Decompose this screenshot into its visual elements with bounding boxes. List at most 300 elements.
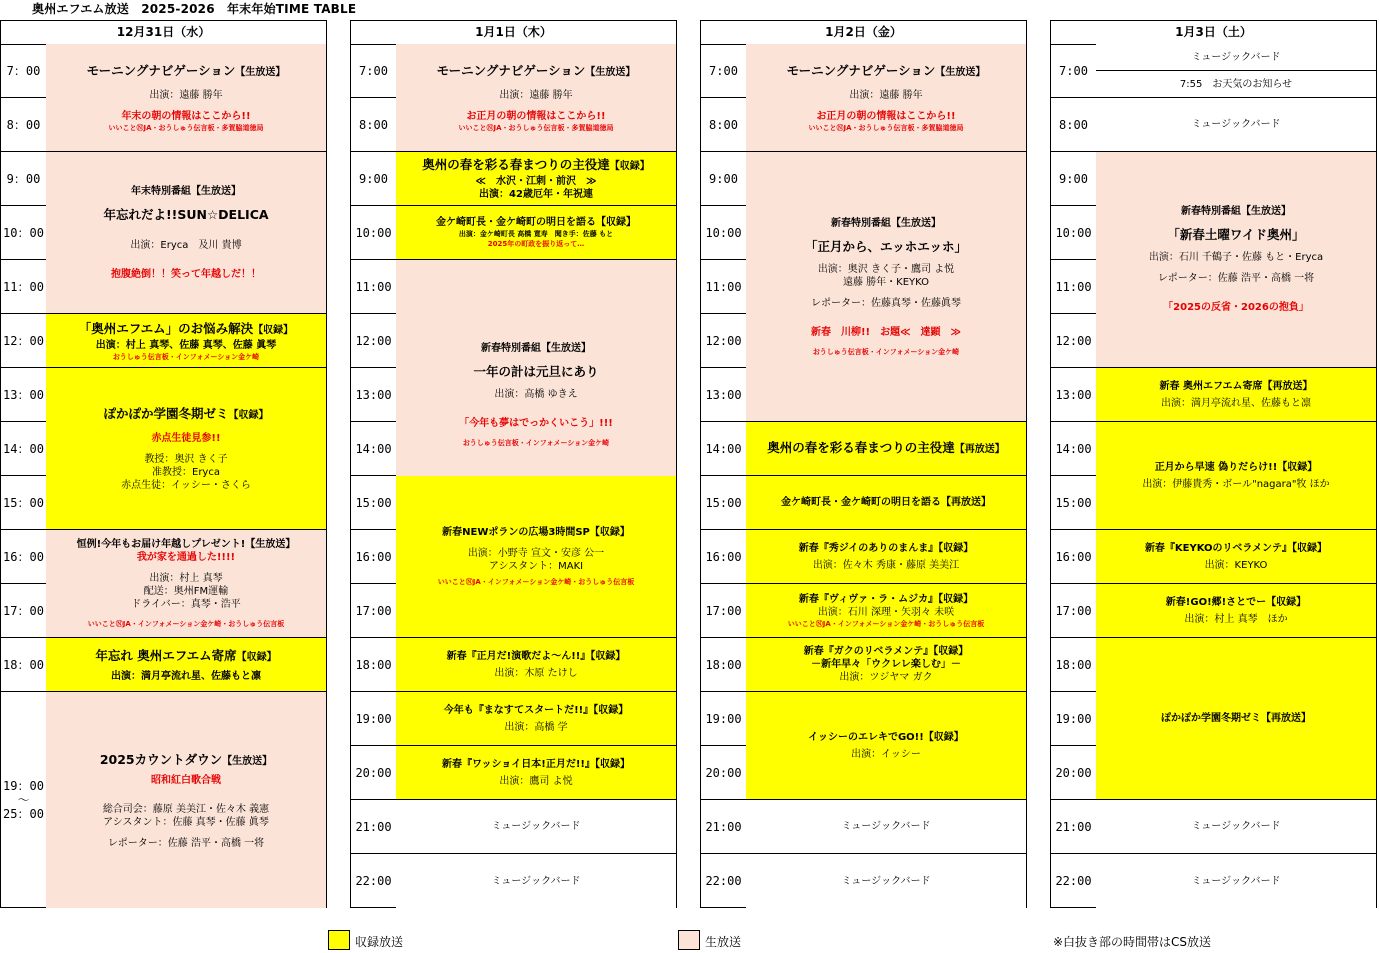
program-line	[499, 775, 572, 788]
program-line	[466, 110, 605, 123]
time-cell: 14:00	[351, 422, 396, 476]
program-text: 出演：木原 たけし	[494, 667, 578, 679]
program-text: レポーター：佐藤 浩平・高橋 一将	[107, 837, 265, 849]
program-line	[1184, 613, 1287, 626]
program-line	[1192, 118, 1281, 131]
program-text: 出演：村上 真琴 ほか	[1184, 613, 1288, 625]
program-block	[746, 800, 1026, 854]
program-block	[746, 530, 1026, 584]
time-cell: 12:00	[701, 314, 746, 368]
program-text: 新春『正月だ!演歌だよ～ん!!』【収録】	[446, 650, 626, 662]
program-text: 恒例!今年もお届け年越しプレゼント!【生放送】	[76, 539, 296, 550]
program-text: 新春『ヴィヴァ・ラ・ムジカ』【収録】	[798, 593, 974, 605]
program-text: 新春!GO!郷!さとでー【収録】	[1165, 596, 1307, 608]
program-line	[88, 619, 284, 629]
program-line	[463, 438, 609, 448]
program-line	[95, 647, 276, 666]
program-text: いいことⓃJA・おうしゅう伝言板・多賀脇道徳局	[808, 124, 964, 132]
program-text: －新年早々「ウクレレ楽しむ」－	[811, 659, 961, 670]
time-cell: 10:00	[701, 206, 746, 260]
time-cell: 12:00	[351, 314, 396, 368]
program-line	[1192, 875, 1281, 888]
program-line	[788, 619, 984, 629]
program-line	[459, 417, 613, 430]
program-text: おうしゅう伝言板・インフォメーション金ケ崎	[112, 352, 260, 361]
program-block	[746, 422, 1026, 476]
program-line	[458, 123, 613, 133]
program-text: 新春 川柳!! お題≪ 達顕 ≫	[810, 326, 962, 338]
program-line	[489, 560, 583, 573]
day-header: 1月3日（土）	[1051, 21, 1376, 45]
time-cell: 7:00	[1051, 44, 1096, 98]
program-text: 遠藤 勝年・KEYKO	[842, 276, 930, 288]
time-cell: 13:00	[351, 368, 396, 422]
program-text: 出演：村上 真琴	[149, 573, 223, 584]
program-line	[799, 542, 974, 555]
program-text: モーニングナビゲーション	[786, 63, 936, 78]
program-line	[1161, 712, 1311, 725]
program-text: 准教授：Eryca	[152, 467, 220, 478]
program-text: いいことⓃJA・インフォメーション金ケ崎・おうしゅう伝言板	[437, 578, 635, 586]
time-cell: 9:00	[701, 152, 746, 206]
program-line	[96, 339, 276, 352]
program-line	[149, 89, 222, 102]
legend-swatch-recorded	[328, 930, 350, 950]
program-line	[130, 239, 241, 252]
legend-swatch-live	[678, 930, 700, 950]
program-text: 出演：金ケ崎町長 高橋 寛寿 聞き手：佐藤 もと	[458, 230, 614, 238]
program-line	[816, 110, 955, 123]
time-cell: 11:00	[351, 260, 396, 314]
program-text: 年忘れだよ!!SUN☆DELICA	[103, 206, 269, 222]
program-text: 出演：42歳厄年・年祝連	[479, 189, 593, 200]
program-text: 新春特別番組【生放送】	[831, 217, 941, 229]
time-cell: 12：00	[1, 314, 46, 368]
program-line	[488, 239, 584, 249]
time-cell: 11:00	[1051, 260, 1096, 314]
program-line	[131, 598, 241, 611]
time-cell: 15：00	[1, 476, 46, 530]
program-line	[144, 585, 228, 598]
program-block	[746, 44, 1026, 152]
program-text: おうしゅう伝言板・インフォメーション金ケ崎	[462, 438, 610, 447]
day-header: 12月31日（水）	[1, 21, 326, 45]
time-cell: 21:00	[351, 800, 396, 854]
program-block	[1096, 44, 1376, 71]
program-line	[818, 606, 954, 619]
program-text: 今年も『まなすてスタートだ!!』【収録】	[443, 704, 629, 716]
broadcast-tag: 【生放送】	[935, 67, 986, 78]
program-line	[103, 803, 269, 816]
program-text: 出演：遠藤 勝年	[499, 90, 573, 101]
program-text: 「今年も夢はでっかくいこう」!!!	[459, 417, 613, 429]
program-line	[1166, 596, 1306, 609]
program-line	[144, 453, 227, 466]
program-text: 「奥州エフエム」のお悩み解決	[78, 320, 254, 336]
day-header: 1月2日（金）	[701, 21, 1026, 45]
time-cell: 10：00	[1, 206, 46, 260]
time-cell: 21:00	[701, 800, 746, 854]
program-text: アシスタント：佐藤 真琴・佐藤 眞琴	[103, 816, 269, 828]
program-line	[152, 466, 220, 479]
program-line	[1163, 301, 1309, 314]
time-cell: 15:00	[351, 476, 396, 530]
time-cell: 17:00	[351, 584, 396, 638]
program-text: ミュージックバード	[1191, 119, 1281, 130]
program-block	[1096, 98, 1376, 152]
program-text: 「2025の反省・2026の抱負」	[1163, 302, 1309, 313]
broadcast-tag: 【生放送】	[222, 755, 273, 767]
program-block	[1096, 368, 1376, 422]
program-line	[851, 748, 921, 761]
program-text: 我が家を通過した!!!!	[136, 552, 236, 563]
program-line	[444, 704, 628, 717]
time-cell: 8:00	[701, 98, 746, 152]
program-line	[492, 875, 581, 888]
program-text: 「正月から、エッホエッホ」	[804, 238, 967, 254]
time-cell: 8:00	[1051, 98, 1096, 152]
broadcast-tag: 【収録】	[236, 651, 277, 663]
program-text: 出演：遠藤 勝年	[149, 90, 223, 101]
time-cell: 13:00	[1051, 368, 1096, 422]
program-block	[1096, 71, 1376, 98]
time-label: 25：00	[3, 807, 44, 821]
program-line	[804, 645, 969, 658]
program-text: ぽかぽか学園冬期ゼミ【再放送】	[1161, 713, 1311, 724]
broadcast-tag: 【収録】	[609, 161, 650, 172]
program-block	[396, 854, 676, 908]
time-cell: 7:00	[701, 44, 746, 98]
program-line	[1145, 542, 1327, 555]
program-block	[1096, 638, 1376, 800]
program-text: 一年の計は元旦にあり	[473, 363, 599, 379]
program-line	[842, 875, 931, 888]
program-text: 奥州の春を彩る春まつりの主役達	[767, 440, 955, 455]
time-column	[1051, 44, 1097, 907]
program-text: アシスタント：MAKI	[488, 561, 584, 572]
time-cell: 10:00	[1051, 206, 1096, 260]
program-text: 7:55 お天気のお知らせ	[1179, 78, 1293, 90]
program-text: いいことⓃJA・インフォメーション金ケ崎・おうしゅう伝言板	[787, 619, 985, 628]
program-line	[843, 276, 929, 289]
program-text: 教授：奥沢 きく子	[144, 454, 228, 465]
time-cell: 8:00	[351, 98, 396, 152]
program-line	[438, 577, 634, 587]
program-line	[422, 156, 650, 175]
program-text: お正月の朝の情報はここから!!	[466, 111, 606, 122]
program-line	[767, 439, 1005, 458]
day-column	[700, 20, 1027, 908]
time-cell: 7：00	[1, 44, 46, 98]
program-line	[811, 658, 961, 671]
time-cell: 17：00	[1, 584, 46, 638]
program-text: モーニングナビゲーション	[86, 63, 236, 78]
program-text: レポーター：佐藤真琴・佐藤眞琴	[811, 297, 961, 309]
time-cell: 14:00	[1051, 422, 1096, 476]
program-text: 抱腹絶倒！！笑って年越しだ！！	[111, 268, 261, 280]
program-line	[481, 342, 591, 355]
broadcast-tag: 【再放送】	[954, 444, 1005, 455]
program-block	[746, 476, 1026, 530]
program-text: ぽかぽか学園冬期ゼミ	[103, 406, 229, 421]
program-block	[1096, 584, 1376, 638]
program-block	[746, 638, 1026, 692]
program-text: 「新春土曜ワイド奥州」	[1167, 227, 1305, 242]
time-cell: 15:00	[1051, 476, 1096, 530]
program-line	[459, 229, 613, 239]
time-cell: 13:00	[701, 368, 746, 422]
time-cell: 14:00	[701, 422, 746, 476]
broadcast-tag: 【収録】	[228, 410, 269, 421]
program-block	[396, 44, 676, 152]
program-line	[494, 388, 577, 401]
program-text: ミュージックバード	[491, 875, 581, 887]
program-block	[46, 530, 326, 638]
program-text: 出演：村上 真琴、佐藤 真琴、佐藤 眞琴	[95, 339, 277, 351]
program-line	[108, 837, 264, 850]
program-block	[46, 368, 326, 530]
program-block	[46, 44, 326, 152]
time-cell: 19:00	[1051, 692, 1096, 746]
program-text: ミュージックバード	[491, 821, 581, 832]
program-text: 出演：ツジヤマ ガク	[839, 672, 933, 683]
broadcast-tag: 【生放送】	[585, 67, 636, 78]
program-block	[396, 638, 676, 692]
time-cell: 20:00	[351, 746, 396, 800]
program-line	[447, 650, 626, 663]
program-line	[476, 175, 597, 188]
program-line	[1160, 380, 1313, 393]
program-line	[479, 188, 593, 201]
program-line	[442, 758, 630, 771]
program-text: 出演：Eryca 及川 貴博	[130, 239, 242, 251]
program-block	[396, 206, 676, 260]
program-line	[813, 347, 959, 357]
program-block	[46, 152, 326, 314]
program-line	[1205, 559, 1268, 572]
program-text: 出演：遠藤 勝年	[849, 90, 923, 101]
program-line	[87, 62, 286, 81]
program-block	[46, 638, 326, 692]
program-line	[111, 670, 261, 683]
day-column	[1050, 20, 1377, 908]
program-block	[1096, 800, 1376, 854]
time-cell: 22:00	[1055, 874, 1092, 888]
time-cell	[1, 692, 46, 908]
program-line	[103, 816, 269, 829]
time-cell: 18:00	[1051, 638, 1096, 692]
time-cell: 21:00	[1051, 800, 1096, 854]
program-line	[108, 123, 263, 133]
program-line	[151, 774, 221, 787]
time-column	[1, 44, 47, 907]
time-cell: 13：00	[1, 368, 46, 422]
time-cell: 18:00	[351, 638, 396, 692]
time-column	[701, 44, 747, 907]
program-line	[842, 820, 931, 833]
program-line	[151, 432, 220, 445]
program-line	[103, 206, 268, 223]
time-cell: 10:00	[351, 206, 396, 260]
day-column	[0, 20, 327, 908]
program-text: 新春特別番組【生放送】	[481, 342, 591, 354]
time-cell: 19:00	[351, 692, 396, 746]
time-cell: 20:00	[1051, 746, 1096, 800]
program-text: ミュージックバード	[841, 821, 931, 832]
program-line	[473, 363, 598, 380]
program-text: 出演：伊藤貴秀・ボール"nagara"牧 ほか	[1142, 478, 1330, 490]
time-label: ～	[17, 793, 30, 807]
program-text: 出演：KEYKO	[1204, 559, 1268, 571]
time-cell: 22:00	[355, 874, 392, 888]
program-line	[137, 551, 235, 564]
time-label: 19：00	[3, 779, 44, 793]
program-line	[468, 547, 604, 560]
program-text: 正月から早速 偽りだらけ!!【収録】	[1154, 461, 1318, 473]
program-line	[121, 479, 251, 492]
time-cell: 12:00	[1051, 314, 1096, 368]
time-cell: 18:00	[701, 638, 746, 692]
program-text: 年末特別番組【生放送】	[131, 185, 241, 197]
program-text: 奥州の春を彩る春まつりの主役達	[422, 157, 610, 172]
program-block	[396, 746, 676, 800]
program-block	[746, 692, 1026, 800]
program-block	[1096, 422, 1376, 530]
time-cell: 20:00	[701, 746, 746, 800]
program-line	[131, 185, 241, 198]
page-title: 奥州エフエム放送 2025-2026 年末年始TIME TABLE	[32, 2, 357, 16]
program-text: 出演：奥沢 きく子・鷹司 よ悦	[817, 263, 955, 275]
program-text: お正月の朝の情報はここから!!	[816, 111, 956, 122]
program-line	[831, 217, 941, 230]
program-text: ミュージックバード	[841, 875, 931, 887]
program-text: 出演：イッシー	[851, 748, 921, 760]
program-line	[121, 110, 250, 123]
program-line	[808, 731, 964, 744]
program-text: ドライバー：真琴・浩平	[131, 599, 241, 610]
program-line	[79, 320, 293, 339]
legend-label-recorded: 収録放送	[355, 935, 404, 949]
program-text: 出演：石川 深理・矢羽々 未咲	[817, 606, 955, 618]
time-cell: 16:00	[1051, 530, 1096, 584]
program-line	[805, 238, 967, 255]
program-text: 出演：石川 千鶴子・佐藤 もと・Eryca	[1148, 252, 1324, 263]
program-block	[396, 800, 676, 854]
time-cell: 8：00	[1, 98, 46, 152]
program-text: 赤点生徒見参!!	[151, 433, 221, 444]
time-cell: 9:00	[351, 152, 396, 206]
program-text: 出演：高橋 学	[504, 721, 568, 733]
program-line	[492, 820, 581, 833]
time-cell: 14：00	[1, 422, 46, 476]
time-cell: 16:00	[351, 530, 396, 584]
program-line	[494, 667, 577, 680]
program-block	[1096, 530, 1376, 584]
program-block	[1096, 854, 1376, 908]
program-line	[811, 326, 961, 339]
legend-label-live: 生放送	[705, 935, 742, 949]
day-header: 1月1日（木）	[351, 21, 676, 45]
legend-note: ※白抜き部の時間帯はCS放送	[1053, 935, 1212, 949]
program-text: いいことⓃJA・インフォメーション金ケ崎・おうしゅう伝言板	[87, 620, 285, 628]
program-text: モーニングナビゲーション	[436, 63, 586, 78]
program-line	[839, 671, 932, 684]
program-line	[113, 352, 259, 362]
time-cell: 15:00	[701, 476, 746, 530]
program-line	[499, 89, 572, 102]
program-text: ≪ 水沢・江刺・前沢 ≫	[475, 176, 597, 187]
program-text: 新春特別番組【生放送】	[1181, 206, 1291, 217]
program-block	[46, 314, 326, 368]
time-cell: 19:00	[701, 692, 746, 746]
day-column	[350, 20, 677, 908]
program-text: おうしゅう伝言板・インフォメーション金ケ崎	[812, 347, 960, 356]
program-text: 赤点生徒：イッシー・さくら	[121, 480, 251, 491]
program-text: 出演：満月亭流れ星、佐藤もと凛	[1161, 397, 1311, 409]
program-line	[1158, 272, 1314, 285]
program-line	[1149, 251, 1323, 264]
program-text: 昭和紅白歌合戦	[151, 774, 221, 786]
program-line	[504, 721, 567, 734]
program-text: レポーター：佐藤 浩平・高橋 一将	[1157, 273, 1315, 284]
program-text: 金ケ崎町長・金ケ崎町の明日を語る【再放送】	[781, 497, 991, 508]
program-text: ミュージックバード	[1191, 51, 1281, 63]
time-cell: 22:00	[705, 874, 742, 888]
program-text: 配送：奥州FM運輸	[143, 586, 229, 597]
program-text: 新春『秀ジイのありのまんま』【収録】	[798, 542, 974, 554]
time-cell: 17:00	[701, 584, 746, 638]
program-line	[77, 538, 296, 551]
program-line	[437, 62, 636, 81]
program-line	[811, 297, 961, 310]
program-text: いいことⓃJA・おうしゅう伝言板・多賀脇道徳局	[108, 124, 264, 132]
program-text: 年末の朝の情報はここから!!	[121, 111, 251, 122]
program-line	[100, 751, 272, 770]
time-column	[351, 44, 397, 907]
program-block	[396, 692, 676, 746]
time-cell: 9:00	[1051, 152, 1096, 206]
program-text: 2025年の町政を振り返って…	[487, 240, 585, 248]
program-text: 出演：小野寺 宣文・安彦 公一	[467, 548, 605, 559]
time-cell: 17:00	[1051, 584, 1096, 638]
program-line	[1161, 397, 1311, 410]
time-cell: 7:00	[351, 44, 396, 98]
program-text: ミュージックバード	[1191, 875, 1281, 887]
program-text: イッシーのエレキでGO!!【収録】	[808, 731, 964, 743]
program-text: 総合司会：藤原 美美江・佐々木 義憲	[102, 803, 270, 815]
program-text: 新春 奥州エフエム寄席【再放送】	[1159, 380, 1313, 392]
time-cell: 9：00	[1, 152, 46, 206]
program-line	[781, 496, 991, 509]
program-line	[849, 89, 922, 102]
program-block	[46, 692, 326, 908]
program-line	[787, 62, 986, 81]
program-block	[746, 152, 1026, 422]
program-block	[746, 584, 1026, 638]
broadcast-tag: 【収録】	[253, 324, 294, 336]
program-line	[1167, 226, 1304, 243]
broadcast-tag: 【生放送】	[235, 67, 286, 78]
program-line	[1192, 820, 1281, 833]
time-cell: 18：00	[1, 638, 46, 692]
program-line	[813, 559, 959, 572]
program-text: いいことⓃJA・おうしゅう伝言板・多賀脇道徳局	[458, 124, 614, 132]
program-line	[1155, 461, 1318, 474]
time-cell: 16:00	[701, 530, 746, 584]
time-cell: 11:00	[701, 260, 746, 314]
program-line	[442, 526, 630, 539]
program-block	[396, 152, 676, 206]
